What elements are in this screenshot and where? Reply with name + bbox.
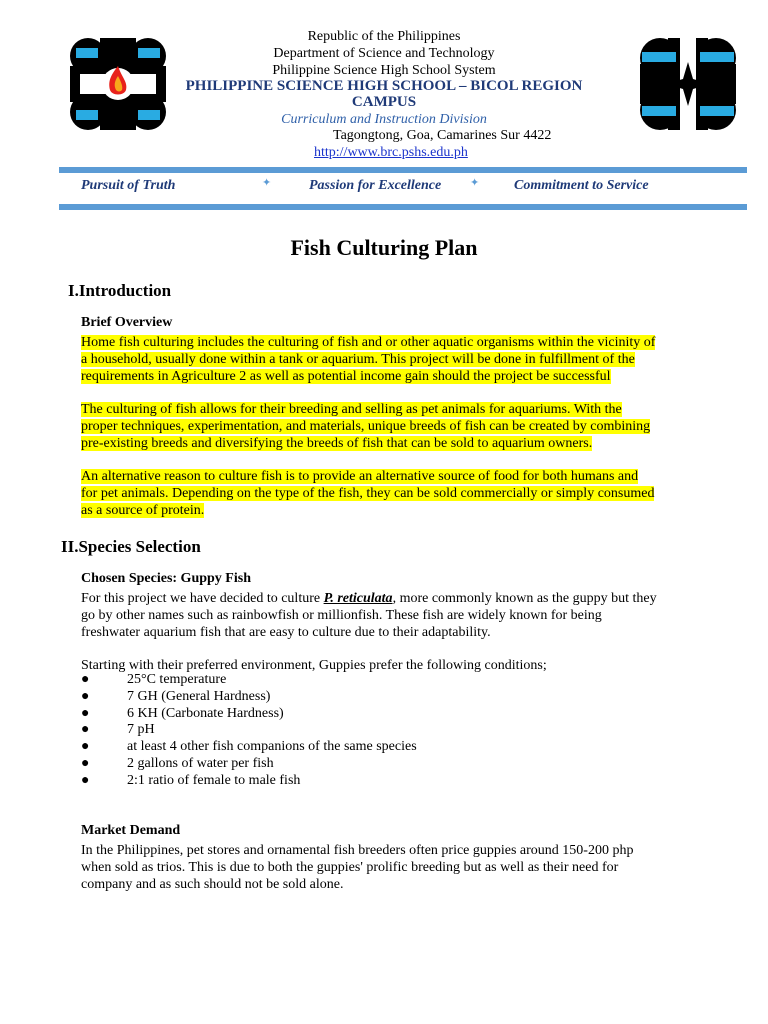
list-item: ● 6 KH (Carbonate Hardness) (81, 705, 284, 721)
document-title: Fish Culturing Plan (290, 235, 478, 260)
list-item: ● at least 4 other fish companions of the same species (81, 739, 417, 755)
bullet-icon: ● (81, 772, 90, 788)
section-species-heading: II.Species Selection (61, 537, 201, 556)
motto-excellence: Passion for Excellence (309, 178, 442, 193)
header-website-link[interactable]: http://www.brc.pshs.edu.ph (314, 145, 468, 160)
bullet-icon: ● (81, 688, 90, 704)
bullet-icon: ● (81, 722, 90, 738)
motto-truth: Pursuit of Truth (81, 178, 176, 193)
bullet-icon: ● (81, 705, 90, 721)
intro-paragraph-3: An alternative reason to culture fish is to provide an alternative source of food for both humans and for pet animals. Depending on the type of the fish, they can be sold commercially or simply consumed as a source of protein. (81, 469, 655, 518)
header-address: Tagongtong, Goa, Camarines Sur 4422 (333, 128, 552, 143)
species-intro-paragraph: For this project we have decided to culture P. reticulata, more commonly known as the guppy but they go by other names such as rainbowfish or millionfish. These fish are widely known for being freshwater aquarium fish that are easy to culture due to their adaptability. (81, 591, 657, 640)
header-band-bottom (59, 204, 747, 210)
intro-paragraph-2: The culturing of fish allows for their breeding and selling as pet animals for aquariums. With the proper techniques, experimentation, and materials, unique breeds of fish can be created by combining pre-existing breeds and diversifying the breeds of fish that can be sold to aquarium owners. (81, 402, 651, 451)
header-division: Curriculum and Instruction Division (281, 112, 487, 127)
list-item: ● 25°C temperature (81, 672, 227, 687)
list-item: ● 2:1 ratio of female to male fish (81, 772, 301, 788)
header-republic: Republic of the Philippines (307, 29, 461, 44)
bullet-icon: ● (81, 739, 90, 755)
header-band-top (59, 167, 747, 173)
list-item: ● 7 pH (81, 722, 155, 738)
bullet-icon: ● (81, 755, 90, 771)
header-system: Philippine Science High School System (272, 63, 496, 78)
motto-separator-icon: ✦ (470, 177, 480, 189)
list-item: ● 7 GH (General Hardness) (81, 688, 271, 704)
bullet-icon: ● (81, 672, 90, 687)
conditions-list (81, 672, 417, 790)
market-demand-heading: Market Demand (81, 823, 181, 838)
list-item: ● 2 gallons of water per fish (81, 755, 274, 771)
chosen-species-heading: Chosen Species: Guppy Fish (81, 571, 251, 586)
header-department: Department of Science and Technology (273, 46, 495, 61)
header-campus: CAMPUS (351, 94, 417, 110)
market-demand-paragraph: In the Philippines, pet stores and ornamental fish breeders often price guppies around 150-200 php when sold as trios. This is due to both the guppies' prolific breeding but as well as their need for company and as such should not be sold alone. (81, 843, 634, 892)
motto-separator-icon: ✦ (262, 177, 272, 189)
intro-paragraph-1: Home fish culturing includes the culturing of fish and or other aquatic organisms within the vicinity of a household, usually done within a tank or aquarium. This project will be done in fulfillment of the requirements in Agriculture 2 as well as potential income gain should the project be successful (81, 335, 656, 384)
section-introduction-heading: I.Introduction (68, 281, 172, 300)
conditions-intro: Starting with their preferred environment, Guppies prefer the following conditions; (81, 658, 547, 673)
header-school-name: PHILIPPINE SCIENCE HIGH SCHOOL – BICOL REGION (185, 78, 583, 94)
brief-overview-heading: Brief Overview (81, 315, 173, 330)
species-name: P. reticulata (323, 591, 393, 606)
motto-service: Commitment to Service (514, 178, 649, 193)
